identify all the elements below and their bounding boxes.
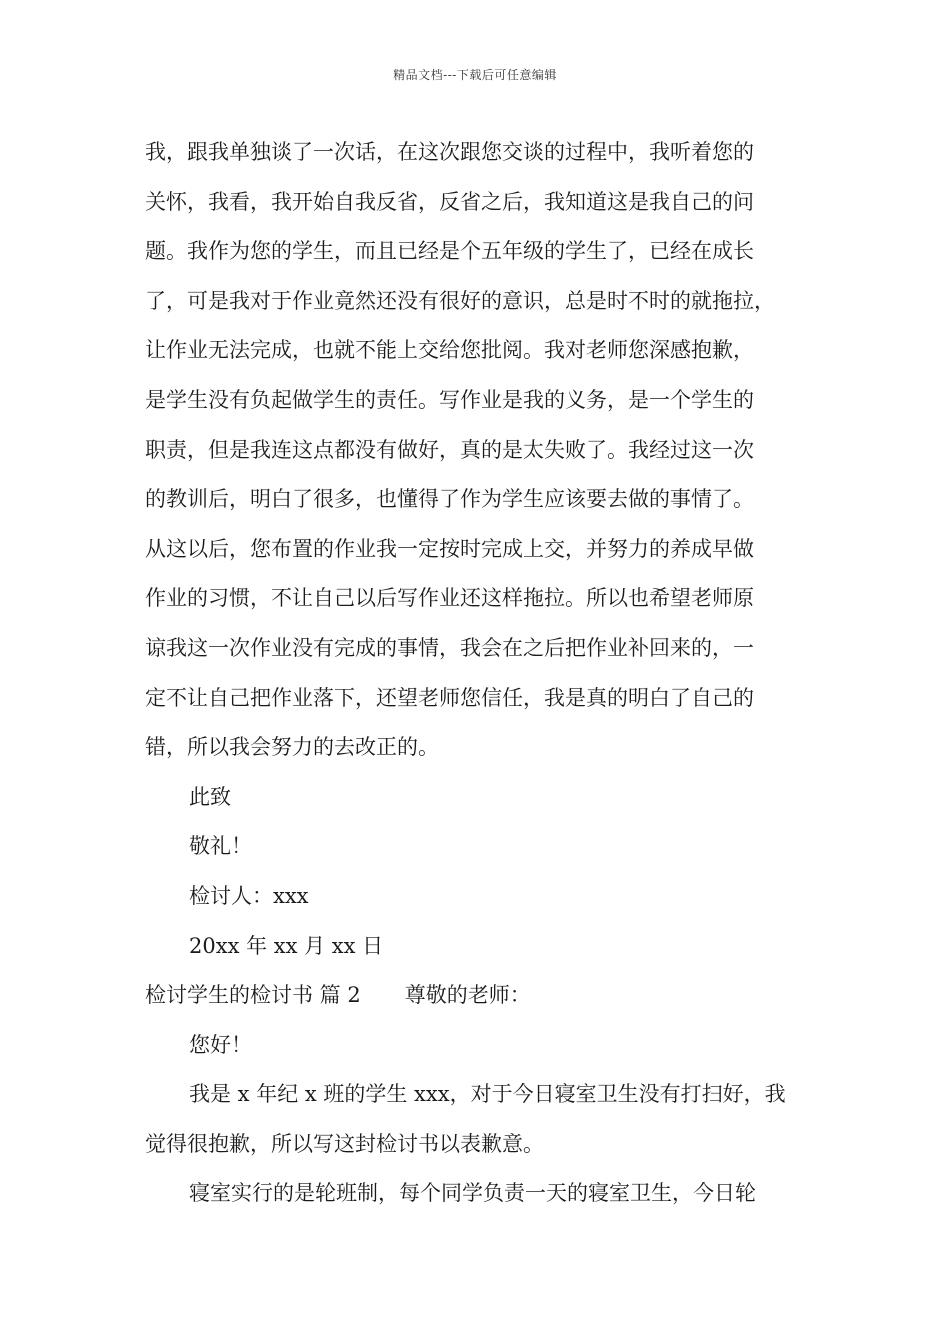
paragraph-line: 谅我这一次作业没有完成的事情，我会在之后把作业补回来的，一 <box>145 635 754 660</box>
salutation: 尊敬的老师： <box>404 983 531 1008</box>
page-header: 精品文档---下载后可任意编辑 <box>393 68 557 82</box>
greeting: 您好！ <box>189 1032 252 1057</box>
paragraph-line: 的教训后，明白了很多，也懂得了作为学生应该要去做的事情了。 <box>145 487 754 512</box>
section-title-row <box>145 971 815 1021</box>
closing-ci-zhi: 此致 <box>189 784 231 809</box>
paragraph-line: 从这以后，您布置的作业我一定按时完成上交，并努力的养成早做 <box>145 536 754 561</box>
closing-jing-li: 敬礼！ <box>189 834 252 859</box>
paragraph-line: 了，可是我对于作业竟然还没有很好的意识，总是时不时的就拖拉， <box>145 288 775 313</box>
paragraph-line: 定不让自己把作业落下，还望老师您信任，我是真的明白了自己的 <box>145 685 754 710</box>
signer: 检讨人：xxx <box>189 883 309 908</box>
paragraph-line: 让作业无法完成，也就不能上交给您批阅。我对老师您深感抱歉， <box>145 338 754 363</box>
paragraph-line: 寝室实行的是轮班制，每个同学负责一天的寝室卫生，今日轮 <box>189 1181 756 1206</box>
date: 20xx 年 xx 月 xx 日 <box>189 933 384 958</box>
paragraph-line: 是学生没有负起做学生的责任。写作业是我的义务，是一个学生的 <box>145 387 754 412</box>
section-title: 检讨学生的检讨书 篇 2 <box>145 983 361 1008</box>
paragraph-line: 关怀，我看，我开始自我反省，反省之后，我知道这是我自己的问 <box>145 189 754 214</box>
paragraph-line: 错，所以我会努力的去改正的。 <box>145 735 439 760</box>
paragraph-line: 职责，但是我连这点都没有做好，真的是太失败了。我经过这一次 <box>145 437 754 462</box>
paragraph-line: 作业的习惯，不让自己以后写作业还这样拖拉。所以也希望老师原 <box>145 586 754 611</box>
paragraph-line: 我，跟我单独谈了一次话，在这次跟您交谈的过程中，我听着您的 <box>145 140 754 164</box>
paragraph-line: 觉得很抱歉，所以写这封检讨书以表歉意。 <box>145 1131 544 1156</box>
document-body <box>145 128 815 1219</box>
paragraph-line: 题。我作为您的学生，而且已经是个五年级的学生了，已经在成长 <box>145 239 754 264</box>
paragraph-line: 我是 x 年纪 x 班的学生 xxx，对于今日寝室卫生没有打扫好，我 <box>189 1082 786 1107</box>
